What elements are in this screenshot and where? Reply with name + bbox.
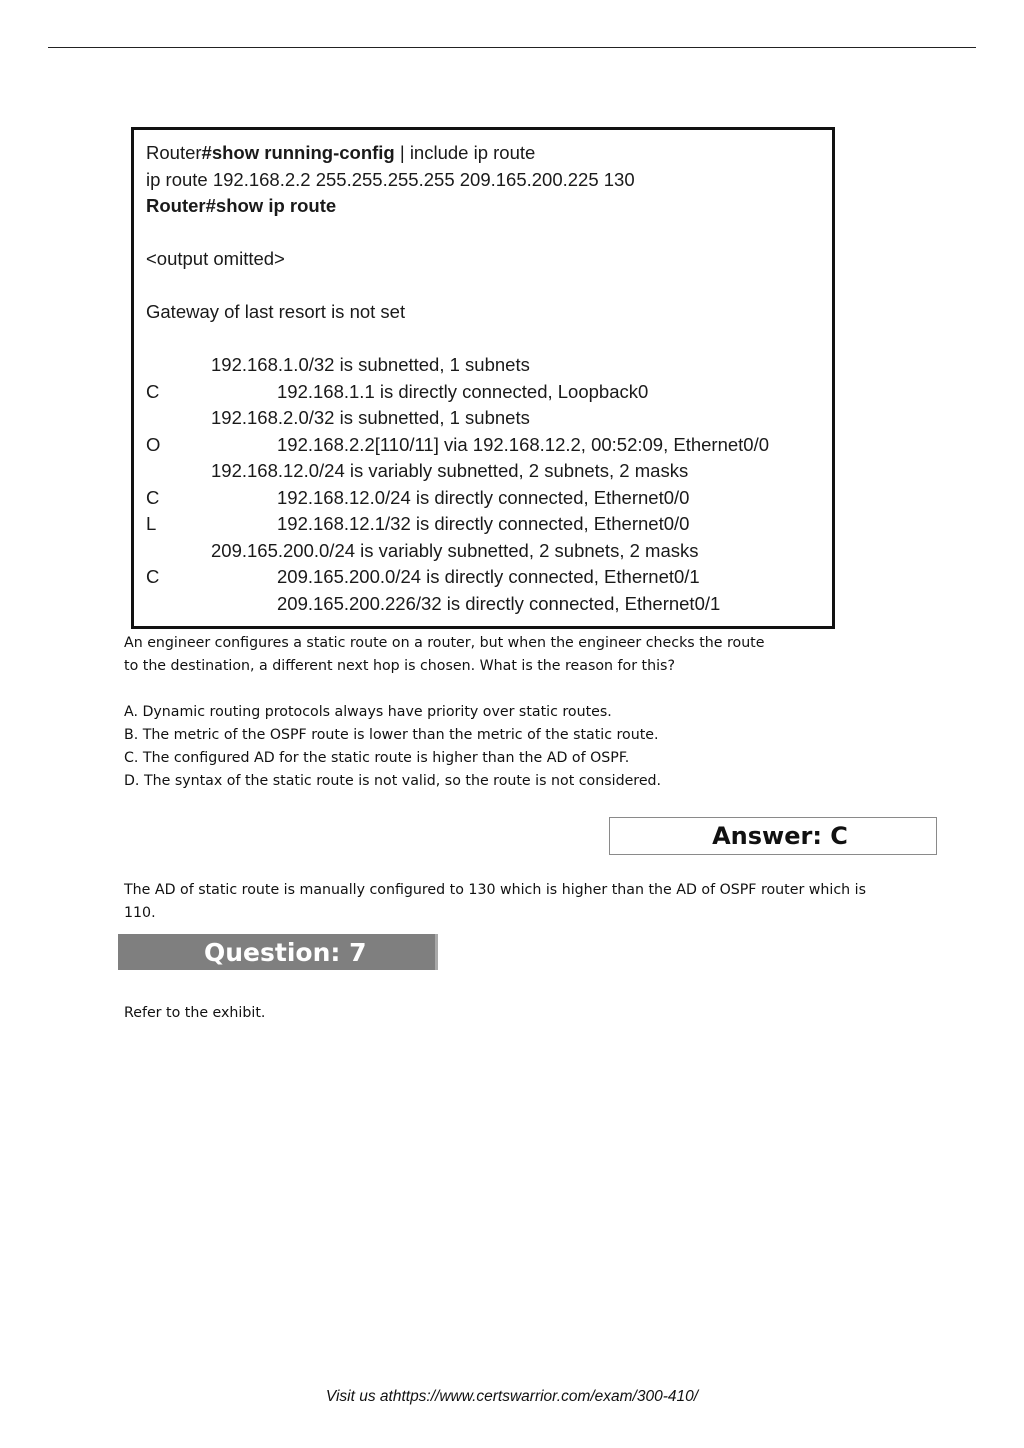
route-summary-line: 192.168.1.0/32 is subnetted, 1 subnets [211,354,530,375]
cli-command-line-2: Router#show ip route [146,195,337,216]
route-entry-line: 192.168.12.1/32 is directly connected, Ethernet0/0 [277,513,690,534]
route-summary-line: 209.165.200.0/24 is variably subnetted, 2 subnets, 2 masks [211,540,699,561]
answer-box [609,817,937,855]
question-text-line-2: to the destination, a different next hop is chosen. What is the reason for this? [124,658,675,674]
cli-gateway-line: Gateway of last resort is not set [146,301,406,322]
option-b: B. The metric of the OSPF route is lower than the metric of the static route. [124,727,659,743]
route-entry-line: 209.165.200.226/32 is directly connected, Ethernet0/1 [277,593,721,614]
option-a: A. Dynamic routing protocols always have priority over static routes. [124,704,612,720]
question-header-bar [118,934,438,970]
route-code: O [146,434,161,455]
question-text-line-1: An engineer configures a static route on a router, but when the engineer checks the route [124,635,765,651]
answer-label: Answer: C [712,822,848,850]
exhibit-cli-output [131,127,835,629]
header-rule [48,47,976,48]
footer-url: Visit us athttps://www.certswarrior.com/exam/300-410/ [325,1388,699,1405]
option-d: D. The syntax of the static route is not valid, so the route is not considered. [124,773,662,789]
explanation-line-2: 110. [124,905,156,921]
route-summary-line: 192.168.12.0/24 is variably subnetted, 2 subnets, 2 masks [211,460,689,481]
route-entry-line: 192.168.1.1 is directly connected, Loopback0 [277,381,649,402]
route-code: L [146,513,157,534]
option-c: C. The configured AD for the static route is higher than the AD of OSPF. [124,750,630,766]
route-entry-line: 192.168.12.0/24 is directly connected, Ethernet0/0 [277,487,690,508]
explanation-line-1: The AD of static route is manually configured to 130 which is higher than the AD of OSPF router which is [124,882,866,898]
route-code: C [146,381,160,402]
cli-omitted-note: <output omitted> [146,248,285,269]
route-code: C [146,566,160,587]
refer-exhibit-text: Refer to the exhibit. [124,1005,266,1021]
question-number-label: Question: 7 [204,937,367,967]
route-entry-line: 209.165.200.0/24 is directly connected, Ethernet0/1 [277,566,700,587]
cli-config-line: ip route 192.168.2.2 255.255.255.255 209.165.200.225 130 [146,169,635,190]
cli-command-line-1: Router#show running-config | include ip route [146,142,536,163]
route-code: C [146,487,160,508]
route-summary-line: 192.168.2.0/32 is subnetted, 1 subnets [211,407,530,428]
route-entry-line: 192.168.2.2[110/11] via 192.168.12.2, 00:52:09, Ethernet0/0 [277,434,770,455]
